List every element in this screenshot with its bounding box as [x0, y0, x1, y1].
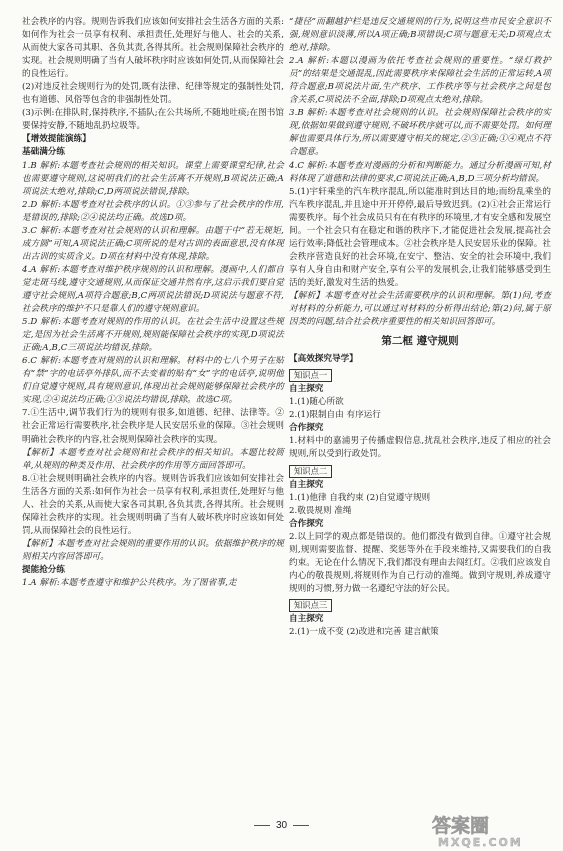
- watermark-url: MXQE.COM: [438, 836, 523, 848]
- answer-line: 2.敬畏规则 准绳: [289, 505, 352, 516]
- answer-line: 1.(1)随心所欲: [289, 397, 344, 408]
- answer-line: 2.(1)限制自由 有序运行: [289, 410, 381, 421]
- answer-b4: 4.C 解析:本题考查对漫画的分析和判断能力。通过分析漫画可知,材料体现了道德和法律的要求,C项说法正确;A,B,D三项分析均错误。: [289, 160, 551, 184]
- knowledge-point-1: 知识点一: [289, 369, 332, 382]
- answer-1: 1.B 解析:本题考查社会规则的相关知识。课堂上需要课堂纪律,社会也需要遵守规则,这说明我们的社会生活离不开规则,B项说法正确;A项说法太绝对,排除;C,D两项说法错误,排除。: [22, 160, 284, 197]
- watermark-text: 答案圈: [432, 815, 490, 837]
- answer-4: 4.A 解析:本题考查对维护秩序规则的认识和理解。漫画中,人们都自觉走斑马线,遵守交通规则,从而保证交通井然有序,这启示我们要自觉遵守社会规则,A项符合题意;B,C两项说法错误;D项说法与题意不符,社会秩序的维护不只是靠人们的遵守规则意识。: [22, 264, 284, 315]
- answer-b5-note: 【解析】本题考查对社会生活需要秩序的认识和理解。第(1)问,考查对材料的分析能力,可以通过对材料的分析得出结论;第(2)问,属于原因类的问题,结合社会秩序重要性的相关知识回答即可。: [289, 290, 551, 328]
- answer-line: 2.(1)一成不变 (2)改进和完善 建言献策: [289, 627, 439, 638]
- answer-8-note: 【解析】本题考查对社会规则的重要作用的认识。依据维护秩序的规则相关内容回答即可。: [22, 538, 284, 562]
- page-rule-right: [293, 825, 309, 826]
- subheading-advanced: 提能抢分练: [22, 564, 65, 575]
- answer-5: 5.D 解析:本题考查对规则的作用的认识。在社会生活中设置这些规定,是因为社会生活离不开规则,规则能保障社会秩序的实现,D项说法正确;A,B,C三项说法均错误,排除。: [22, 317, 284, 354]
- self-explore-label: 自主探究: [289, 614, 324, 625]
- watermark-logo: [430, 812, 560, 848]
- page-rule-left: [254, 825, 270, 826]
- answer-b3: 3.B 解析:本题考查对社会规则的认识。社会规则保障社会秩序的实现,依据如果做到遵守规则,不破坏秩序就可以,而不需要处罚。如何理解也需要具体行为,所以需要遵守相关的规定,②③正确;①④观点不符合题意。: [289, 108, 551, 158]
- answer-8: 8.①社会规则明确社会秩序的内容。规则告诉我们应该如何安排社会生活各方面的关系:如何作为社会一员享有权利,承担责任,处理好与他人、社会的关系,从而使大家各司其职,各负其责,各得其所。社会规则保障社会秩序的实现。社会规则明确了当有人破坏秩序时应该如何处罚,从而保障社会的良性运行。: [22, 473, 284, 536]
- answer-6: 6.C 解析:本题考查对规则的认识和理解。材料中的七八个男子在贴有“禁”字的电话亭外排队,而不去变着的贴有“女”字的电话亭,说明他们自觉遵守规则,具有规则意识,体现出社会规则能够保障社会秩序的实现,②④说法均正确;①③说法均错误,排除。故选C项。: [22, 356, 284, 406]
- right-column: [289, 16, 551, 639]
- paragraph: (3)示例:在排队时,保持秩序,不插队;在公共场所,不随地吐痰;在图书馆要保持安静,不随地乱扔垃圾等。: [22, 108, 284, 132]
- paragraph: (2)对违反社会规则行为的处罚,既有法律、纪律等规定的强制性处罚,也有道德、风俗等包含的非强制性处罚。: [22, 82, 284, 106]
- answer-7-note: 【解析】本题考查对社会规则和社会秩序的相关知识。本题比较简单,从规则的种类及作用、社会秩序的作用等方面回答即可。: [22, 447, 284, 471]
- answer-3: 3.C 解析:本题考查对社会规则的认识和理解。由题干中“若无规矩,成方圆”可知,A项说法正确;C项所说的是对古训的表面意思,没有体现出古训的实质含义。D项在材料中没有体现,排除。: [22, 225, 284, 262]
- page-number-text: 30: [275, 820, 288, 831]
- left-column: [22, 16, 284, 590]
- answer-b1-cont: “捷径”而翻越护栏是违反交通规则的行为,说明这些市民安全意识不强,规则意识淡薄,所以A项正确;B项错误;C项与题意无关;D项观点太绝对,排除。: [289, 17, 551, 54]
- answer-7: 7.①生活中,调节我们行为的规则有很多,如道德、纪律、法律等。②社会正常运行需要秩序,社会秩序是人民安居乐业的保障。③社会规则明确社会秩序的内容,社会规则保障社会秩序的实现。: [22, 408, 284, 445]
- answer-b5: 5.(1)宇轩乘坐的汽车秩序混乱,所以能准时到达目的地;而纷乱乘坐的汽车秩序混乱,并且途中开开停停,最后导致迟到。(2)①社会正常运行需要秩序。每个社会成员只有在有秩序的环境里,才有安全感和发展空间。一个社会只有在稳定和谐的秩序下,才能促进社会发展,提高社会运行效率;降低社会管理成本。②社会秩序是人民安居乐业的保障。社会秩序营造良好的社会环境,在安宁、整洁、安全的社会环境中,我们享有人身自由和财产安全,享有公平的发展机会,让我们能够感受到生活的美好,激发对生活的热爱。: [289, 186, 551, 288]
- self-explore-label: 自主探究: [289, 384, 324, 395]
- self-explore-label: 自主探究: [289, 479, 324, 490]
- cooperative-explore-label: 合作探究: [289, 423, 324, 434]
- answer-line: 1.(1)他律 自我约束 (2)自觉遵守规则: [289, 492, 431, 503]
- answer-b1: 1.A 解析:本题考查遵守和维护公共秩序。为了图省事,走: [22, 578, 237, 589]
- answer-line: 2.以上同学的观点都是错误的。他们都没有做到自律。①遵守社会规则,规则需要监督、提醒、奖惩等外在手段来维持,又需要我们的自我约束。无论在什么情况下,我们都没有理由去闯红灯。②我们应该发自内心的敬畏规则,将规则作为自己行动的准绳。做到守规则,养成遵守规则的习惯,努力做一名遵纪守法的好公民。: [289, 531, 551, 594]
- paragraph: 社会秩序的内容。规则告诉我们应该如何安排社会生活各方面的关系:如何作为社会一员享有权利、承担责任,处理好与他人、社会的关系,从而使大家各司其职、各负其责,各得其所。社会规则保障社会秩序的实现。社会规则明确了当有人破坏秩序时应该如何处罚,从而保障社会的良性运行。: [22, 17, 284, 80]
- cooperative-explore-label: 合作探究: [289, 518, 324, 529]
- lesson-title: 第二框 遵守规则: [381, 335, 459, 348]
- section-heading-guide: 【高效探究导学】: [289, 354, 358, 365]
- knowledge-point-2: 知识点二: [289, 465, 332, 478]
- answer-b2: 2.A 解析:本题以漫画为依托考查社会规则的重要性。“绿灯救护员”的结果是交通混乱,因此需要秩序来保障社会生活的正常运转,A项符合题意;B项说法片面,生产秩序、工作秩序等与社会秩序之间是包含关系,C项说法不全面,排除;D项观点太绝对,排除。: [289, 56, 551, 106]
- subheading-basic: 基础满分练: [22, 147, 65, 158]
- answer-2: 2.D 解析:本题考查对社会秩序的认识。①③参与了社会秩序的作用,是错误的,排除;②④说法均正确。故选D项。: [22, 199, 284, 223]
- section-heading-practice: 【增效提能演练】: [22, 134, 91, 145]
- knowledge-point-3: 知识点三: [289, 599, 332, 612]
- answer-line: 1.材料中的嘉浦男子传播虚假信息,扰乱社会秩序,违反了相应的社会规则,所以受到行政处罚。: [289, 436, 551, 460]
